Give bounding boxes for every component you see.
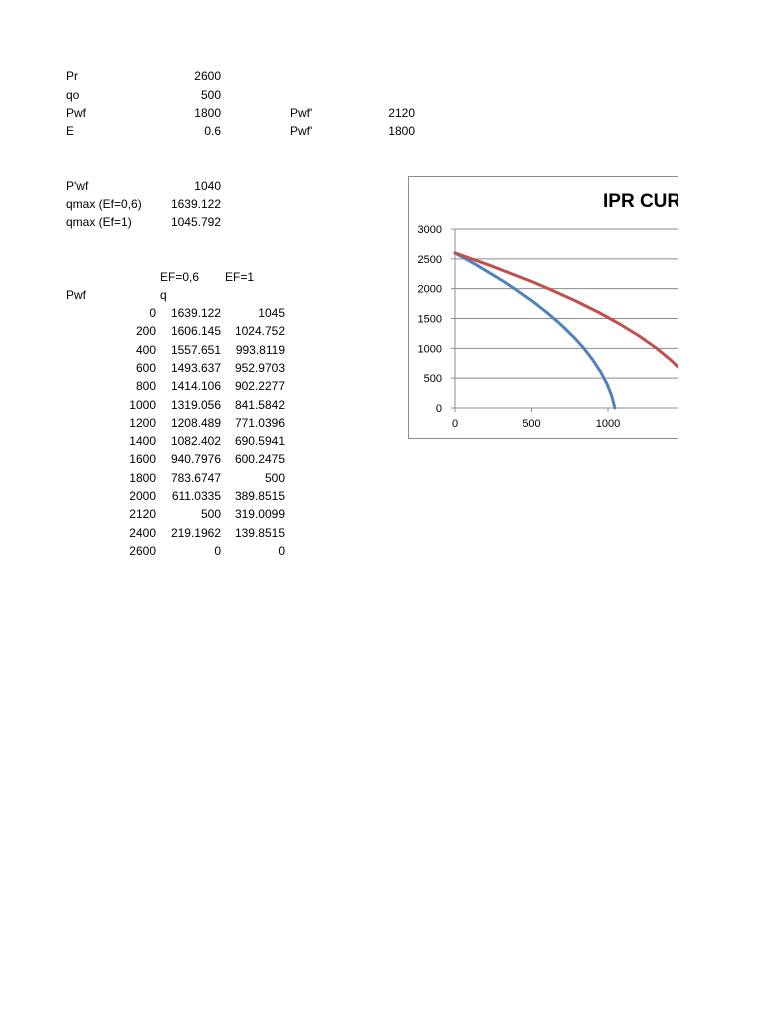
table-cell-q-ef06: 219.1962 [170, 525, 221, 540]
table-cell-q-ef06: 611.0335 [171, 489, 221, 503]
side-param-pwf-prime-1-label: Pwf' [290, 106, 313, 120]
table-cell-q-ef06: 1319.056 [170, 397, 221, 412]
result-pwf-prime-label: P'wf [66, 179, 89, 193]
table-cell-q-ef1: 500 [264, 470, 285, 485]
param-pwf-label: Pwf [66, 106, 87, 120]
table-cell-pwf: 0 [149, 306, 156, 320]
table-cell-q-ef06: 1082.402 [170, 434, 221, 449]
table-cell-q-ef06: 1414.106 [170, 379, 221, 394]
chart-x-tick-label: 1000 [595, 418, 621, 430]
chart-y-tick-label: 1000 [417, 343, 442, 356]
chart-x-tick-label: 500 [522, 418, 541, 430]
param-e-value: 0.6 [204, 124, 221, 138]
table-cell-q-ef1: 993.8119 [235, 342, 285, 357]
table-cell-q-ef1: 841.5842 [234, 397, 285, 412]
table-cell-q-ef1: 690.5941 [234, 434, 285, 449]
chart-title: IPR CUR [603, 191, 682, 212]
ipr-chart-svg: IPR CUR 0500100015002000250030000 500 1000 1 [408, 176, 678, 439]
table-cell-q-ef1: 1024.752 [234, 324, 285, 339]
table-cell-pwf: 1800 [129, 470, 156, 485]
table-cell-q-ef1: 600.2475 [234, 452, 285, 467]
table-cell-pwf: 1000 [129, 397, 156, 412]
chart-y-tick-label: 3000 [417, 224, 442, 236]
chart-x-tick-label: 0 [451, 418, 459, 430]
param-pr-value: 2600 [194, 69, 221, 83]
table-cell-q-ef06: 1639.122 [170, 306, 221, 320]
table-cell-pwf: 2000 [129, 489, 156, 503]
table-cell-pwf: 400 [135, 342, 156, 357]
param-e-label: E [66, 124, 75, 138]
table-cell-pwf: 1400 [129, 434, 156, 449]
side-param-pwf-prime-1-value: 2120 [388, 106, 415, 120]
table-cell-pwf: 2600 [129, 543, 156, 558]
table-cell-q-ef1: 1045 [258, 306, 285, 320]
table-header-pwf: Pwf [66, 288, 87, 302]
table-cell-q-ef06: 1208.489 [170, 415, 221, 430]
result-qmax-ef06-value: 1639.122 [170, 197, 221, 211]
result-pwf-prime-value: 1040 [194, 179, 221, 193]
param-qo-value: 500 [200, 88, 221, 102]
chart-y-tick-label: 2000 [417, 283, 442, 296]
table-cell-q-ef06: 500 [200, 507, 221, 522]
table-cell-pwf: 200 [135, 324, 156, 339]
chart-y-tick-label: 0 [435, 403, 442, 415]
table-cell-q-ef1: 952.9703 [234, 360, 285, 375]
chart-y-tick-label: 1500 [417, 313, 442, 326]
chart-y-tick-label: 2500 [417, 253, 442, 266]
table-header-ef1: EF=1 [225, 270, 255, 284]
table-cell-pwf: 2400 [129, 525, 156, 540]
table-cell-pwf: 2120 [129, 507, 156, 522]
table-cell-pwf: 1200 [129, 415, 156, 430]
table-cell-pwf: 1600 [129, 452, 156, 467]
table-cell-q-ef1: 139.8515 [234, 525, 285, 540]
param-pwf-value: 1800 [194, 106, 221, 120]
table-cell-q-ef06: 1606.145 [170, 324, 221, 339]
table-cell-q-ef1: 0 [278, 543, 285, 558]
table-cell-q-ef1: 389.8515 [234, 489, 285, 503]
table-cell-q-ef06: 1557.651 [170, 342, 221, 357]
table-cell-q-ef06: 1493.637 [170, 360, 221, 375]
table-cell-q-ef1: 902.2277 [234, 379, 285, 394]
table-cell-q-ef1: 319.0099 [234, 507, 285, 522]
table-cell-q-ef06: 0 [214, 543, 221, 558]
table-cell-q-ef1: 771.0396 [234, 415, 285, 430]
param-pr-label: Pr [66, 69, 78, 83]
result-qmax-ef06-label: qmax (Ef=0,6) [66, 197, 142, 211]
table-cell-pwf: 800 [135, 379, 156, 394]
table-cell-q-ef06: 940.7976 [170, 452, 221, 467]
table-header-q: q [160, 288, 167, 302]
chart-series-line-1 [455, 253, 615, 408]
result-qmax-ef1-value: 1045.792 [170, 215, 221, 229]
table-header-ef06: EF=0,6 [160, 270, 200, 284]
table-cell-pwf: 600 [135, 360, 156, 375]
result-qmax-ef1-label: qmax (Ef=1) [66, 215, 132, 229]
chart-y-tick-label: 500 [423, 373, 442, 386]
side-param-pwf-prime-2-label: Pwf' [290, 124, 313, 138]
side-param-pwf-prime-2-value: 1800 [388, 124, 415, 138]
param-qo-label: qo [66, 88, 80, 102]
ipr-chart [408, 176, 688, 439]
table-cell-q-ef06: 783.6747 [170, 470, 221, 485]
